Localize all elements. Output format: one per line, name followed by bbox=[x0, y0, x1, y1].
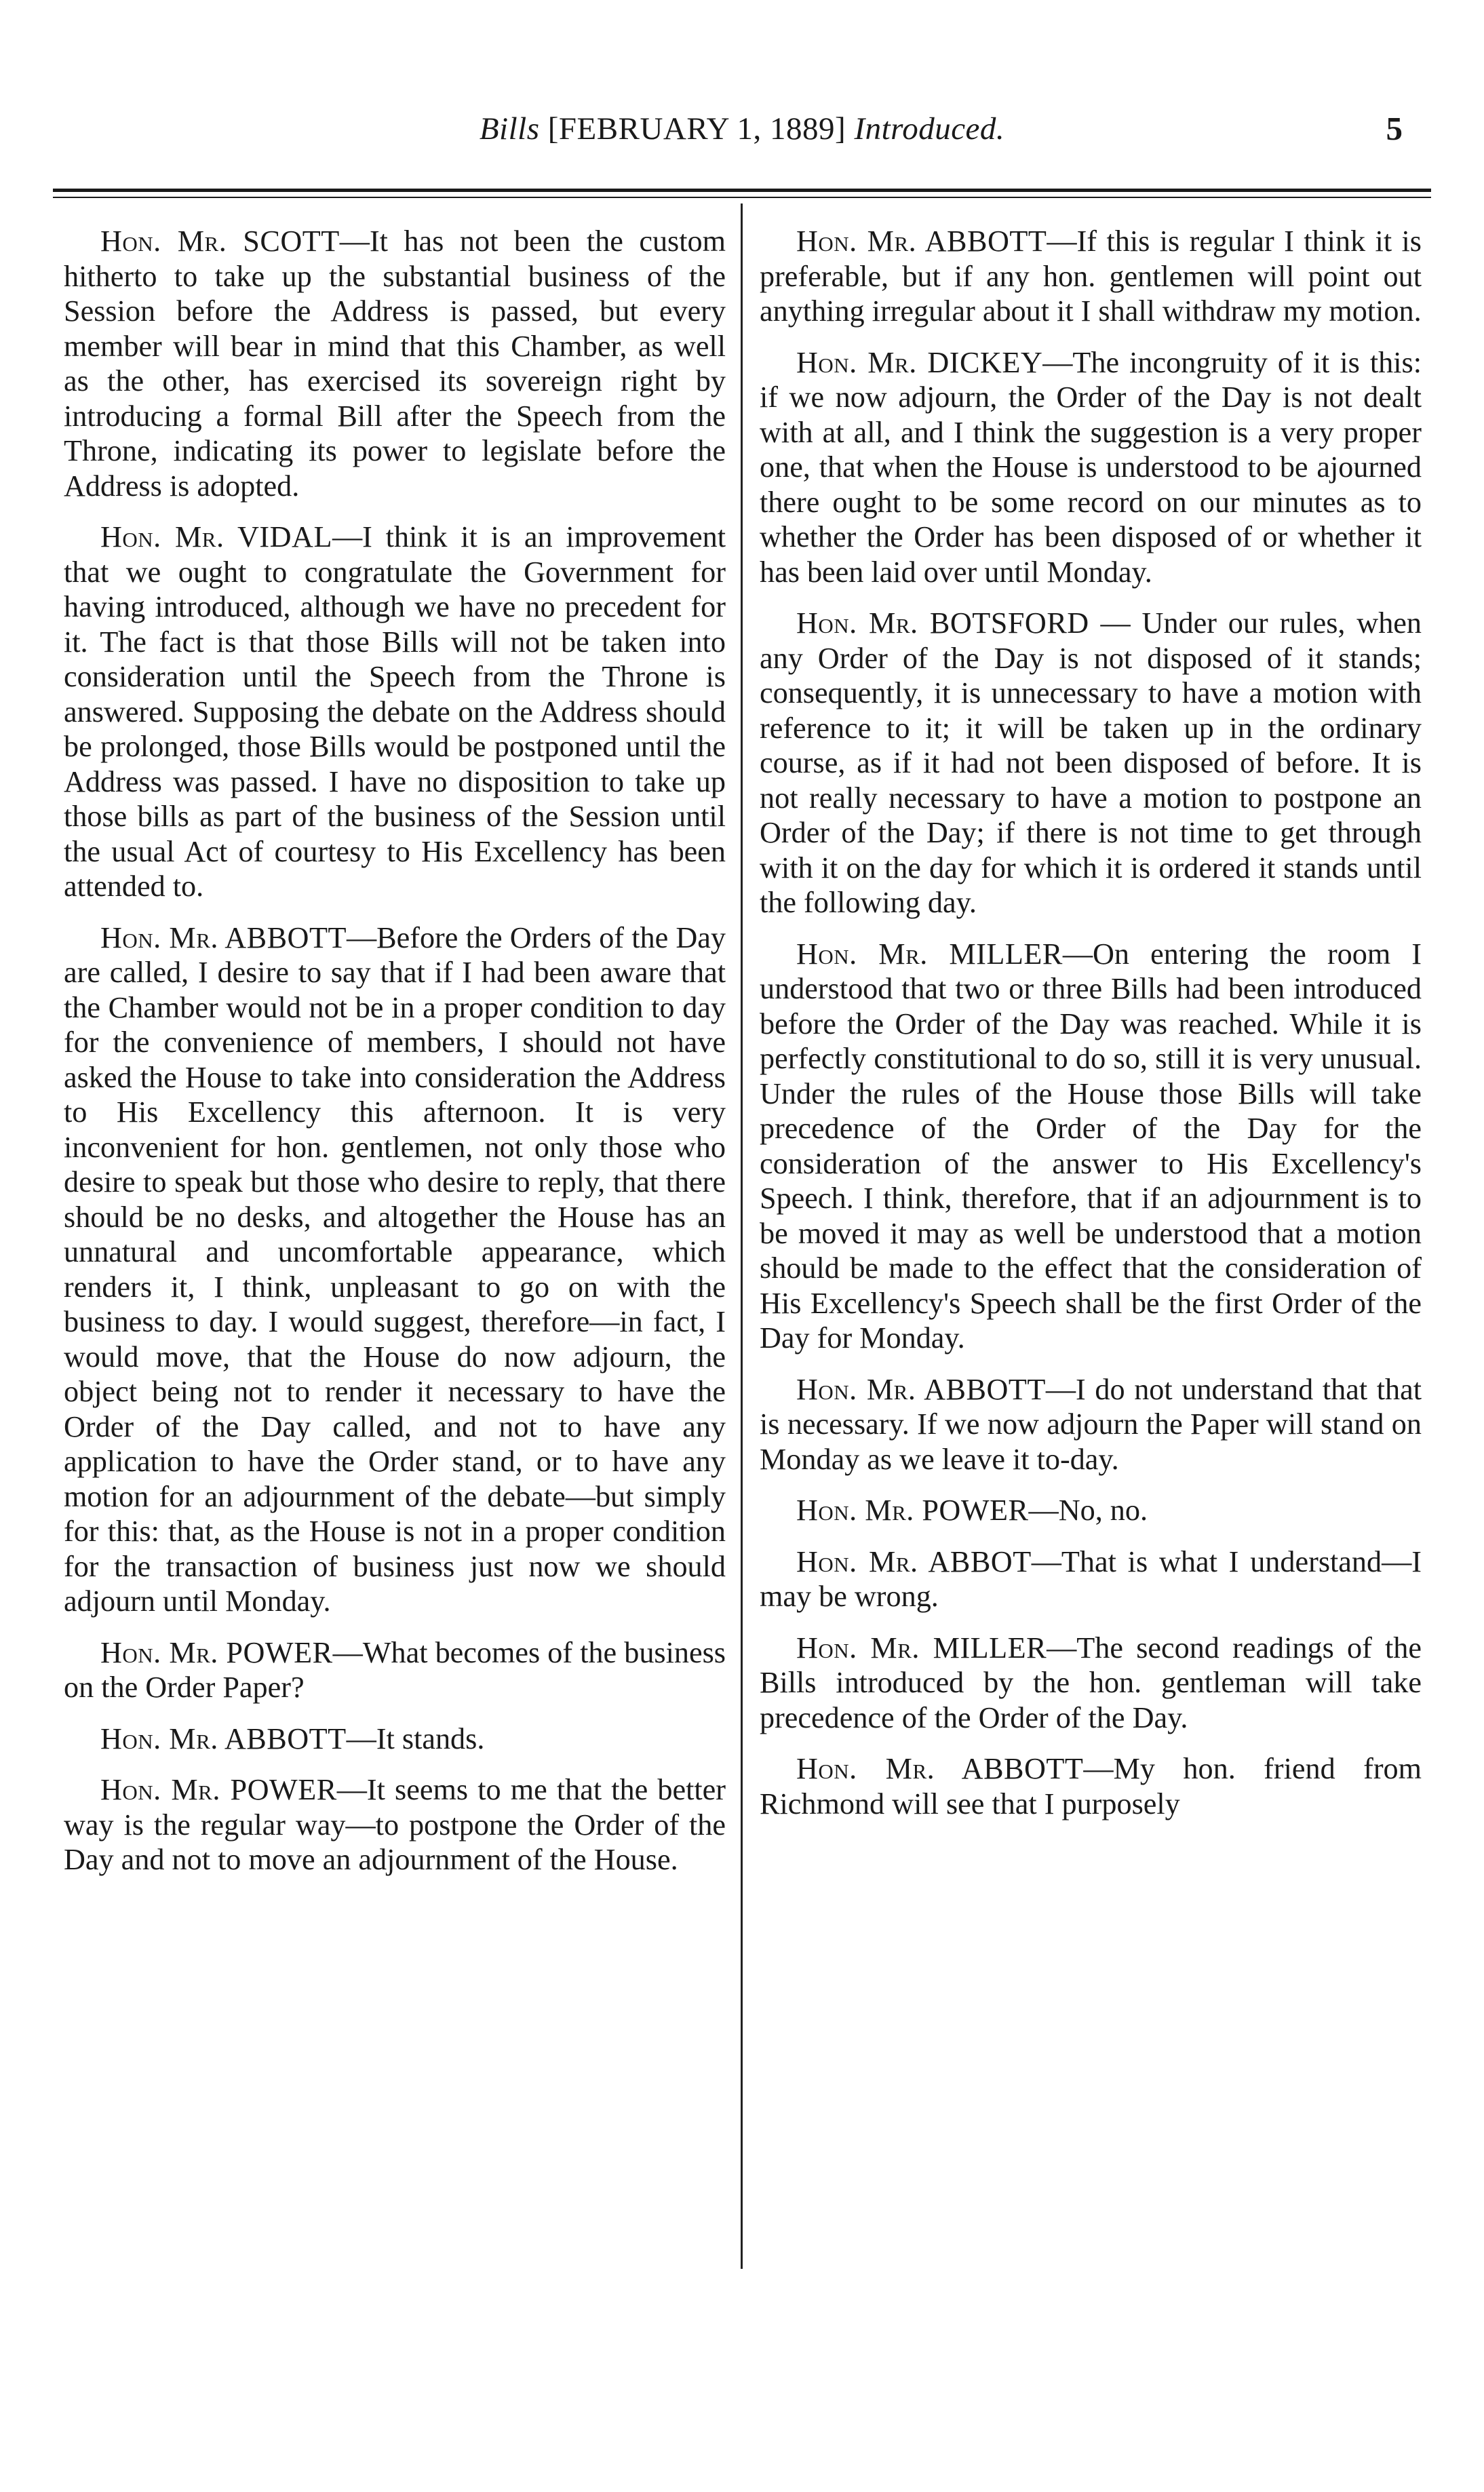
speaker-name: Hon. Mr. POWER bbox=[100, 1773, 337, 1806]
speech-text: —No, no. bbox=[1028, 1494, 1148, 1527]
speaker-name: Hon. Mr. BOTSFORD bbox=[796, 606, 1089, 640]
speaker-name: Hon. Mr. ABBOTT bbox=[796, 1752, 1084, 1785]
speech-paragraph bbox=[64, 920, 726, 1619]
speech-text: —It seems to me that the better way is the regular way—to postpone the Order of the Day and not to move an adjournment of the House. bbox=[64, 1773, 726, 1876]
speech-paragraph bbox=[760, 937, 1422, 1356]
speech-text: —That is what I understand—I may be wrong. bbox=[760, 1544, 1422, 1613]
speech-paragraph bbox=[64, 224, 726, 503]
speech-paragraph bbox=[64, 520, 726, 904]
speech-paragraph bbox=[64, 1635, 726, 1705]
running-header bbox=[0, 109, 1484, 149]
speaker-name: Hon. Mr. POWER bbox=[796, 1494, 1029, 1527]
header-left-italic: Bills bbox=[479, 111, 540, 147]
speech-paragraph bbox=[760, 1751, 1422, 1821]
speech-paragraph bbox=[760, 1493, 1422, 1528]
speaker-name: Hon. Mr. VIDAL bbox=[100, 520, 332, 553]
right-column bbox=[760, 224, 1422, 1837]
speaker-name: Hon. Mr. ABBOTT bbox=[100, 1721, 347, 1755]
speech-text: — Under our rules, when any Order of the Day is not disposed of it stands; consequently, it is unnecessary to have a motion with reference to it; it will be taken up in the ordinary course, as if it had not been disposed of before. It is not really necessary to have a motion to postpone an Order of the Day; if there is not time to get through with it on the day for which it is ordered it stands until the following day. bbox=[760, 606, 1422, 919]
speech-text: —It has not been the custom hitherto to take up the substantial business of the Session before the Address is passed, but every member will bear in mind that this Chamber, as well as the other, has exercised its sovereign right by introducing a formal Bill after the Speech from the Throne, indicating its power to legislate before the Address is adopted. bbox=[64, 225, 726, 503]
speech-text: —I do not understand that that is necessary. If we now adjourn the Paper will stand on Monday as we leave it to-day. bbox=[760, 1372, 1422, 1476]
speaker-name: Hon. Mr. ABBOTT bbox=[100, 920, 347, 954]
header-rule-thin bbox=[53, 197, 1431, 198]
speech-text: —It stands. bbox=[346, 1721, 485, 1755]
speech-text: —My hon. friend from Richmond will see that I purposely bbox=[760, 1752, 1422, 1821]
speaker-name: Hon. Mr. MILLER bbox=[796, 1631, 1047, 1664]
speaker-name: Hon. Mr. SCOTT bbox=[100, 225, 340, 258]
speech-text: —What becomes of the business on the Order Paper? bbox=[64, 1635, 726, 1704]
speaker-name: Hon. Mr. ABBOTT bbox=[796, 225, 1047, 258]
speech-text: —The second readings of the Bills introduced by the hon. gentleman will take precedence of the Order of the Day. bbox=[760, 1631, 1422, 1734]
speaker-name: Hon. Mr. ABBOTT bbox=[796, 1372, 1046, 1406]
speech-paragraph bbox=[760, 345, 1422, 590]
speech-paragraph bbox=[64, 1772, 726, 1877]
running-title bbox=[0, 109, 1484, 149]
speech-text: —I think it is an improvement that we ought to congratulate the Government for having introduced, although we have no precedent for it. The fact is that those Bills will not be taken into consideration until the Speech from the Throne is answered. Supposing the debate on the Address should be prolonged, those Bills would be postponed until the Address was passed. I have no disposition to take up those bills as part of the business of the Session until the usual Act of courtesy to His Excellency has been attended to. bbox=[64, 520, 726, 903]
speech-text: —If this is regular I think it is preferable, but if any hon. gentlemen will point out anything irregular about it I shall withdraw my motion. bbox=[760, 225, 1422, 328]
speaker-name: Hon. Mr. MILLER bbox=[796, 937, 1063, 971]
header-date: [FEBRUARY 1, 1889] bbox=[547, 111, 846, 147]
speaker-name: Hon. Mr. ABBOT bbox=[796, 1544, 1032, 1578]
column-divider bbox=[741, 203, 743, 2269]
header-right-italic: Introduced. bbox=[854, 111, 1005, 147]
speech-paragraph bbox=[64, 1721, 726, 1757]
speech-text: —Before the Orders of the Day are called, I desire to say that if I had been aware that the Chamber would not be in a proper condition to day for the convenience of members, I should not have asked the House to take into consideration the Address to His Excellency this afternoon. It is very inconvenient for hon. gentlemen, not only those who desire to speak but those who desire to reply, that there should be no desks, and altogether the House has an unnatural and uncomfortable appearance, which renders it, I think, unpleasant to go on with the business to day. I would suggest, therefore—in fact, I would move, that the House do now adjourn, the object being not to render it necessary to have the Order of the Day called, and not to have any application to have the Order stand, or to have any motion for an adjournment of the debate—but simply for this: that, as the House is not in a proper condition for the transaction of business just now we should adjourn until Monday. bbox=[64, 920, 726, 1618]
speech-paragraph bbox=[760, 1631, 1422, 1736]
speech-paragraph bbox=[760, 606, 1422, 920]
speech-paragraph bbox=[760, 224, 1422, 329]
speaker-name: Hon. Mr. DICKEY bbox=[796, 345, 1043, 379]
speaker-name: Hon. Mr. POWER bbox=[100, 1635, 333, 1669]
speech-paragraph bbox=[760, 1372, 1422, 1477]
speech-text: —On entering the room I understood that two or three Bills had been introduced before the Order of the Day was reached. While it is perfectly constitutional to do so, still it is very unusual. Under the rules of the House those Bills will take precedence of the Order of the Day for the consideration of the answer to His Excellency's Speech. I think, therefore, that if an adjournment is to be moved it may as well be understood that a motion should be made to the effect that the consideration of His Excellency's Speech shall be the first Order of the Day for Monday. bbox=[760, 937, 1422, 1355]
speech-paragraph bbox=[760, 1544, 1422, 1614]
header-rule-thick bbox=[53, 189, 1431, 192]
speech-text: —The incongruity of it is this: if we now adjourn, the Order of the Day is not dealt with at all, and I think the suggestion is a very proper one, that when the House is understood to be ajourned there ought to be some record on our minutes as to whether the Order has been disposed of or whether it has been laid over until Monday. bbox=[760, 345, 1422, 589]
left-column bbox=[64, 224, 726, 1894]
page-number: 5 bbox=[1386, 110, 1403, 147]
